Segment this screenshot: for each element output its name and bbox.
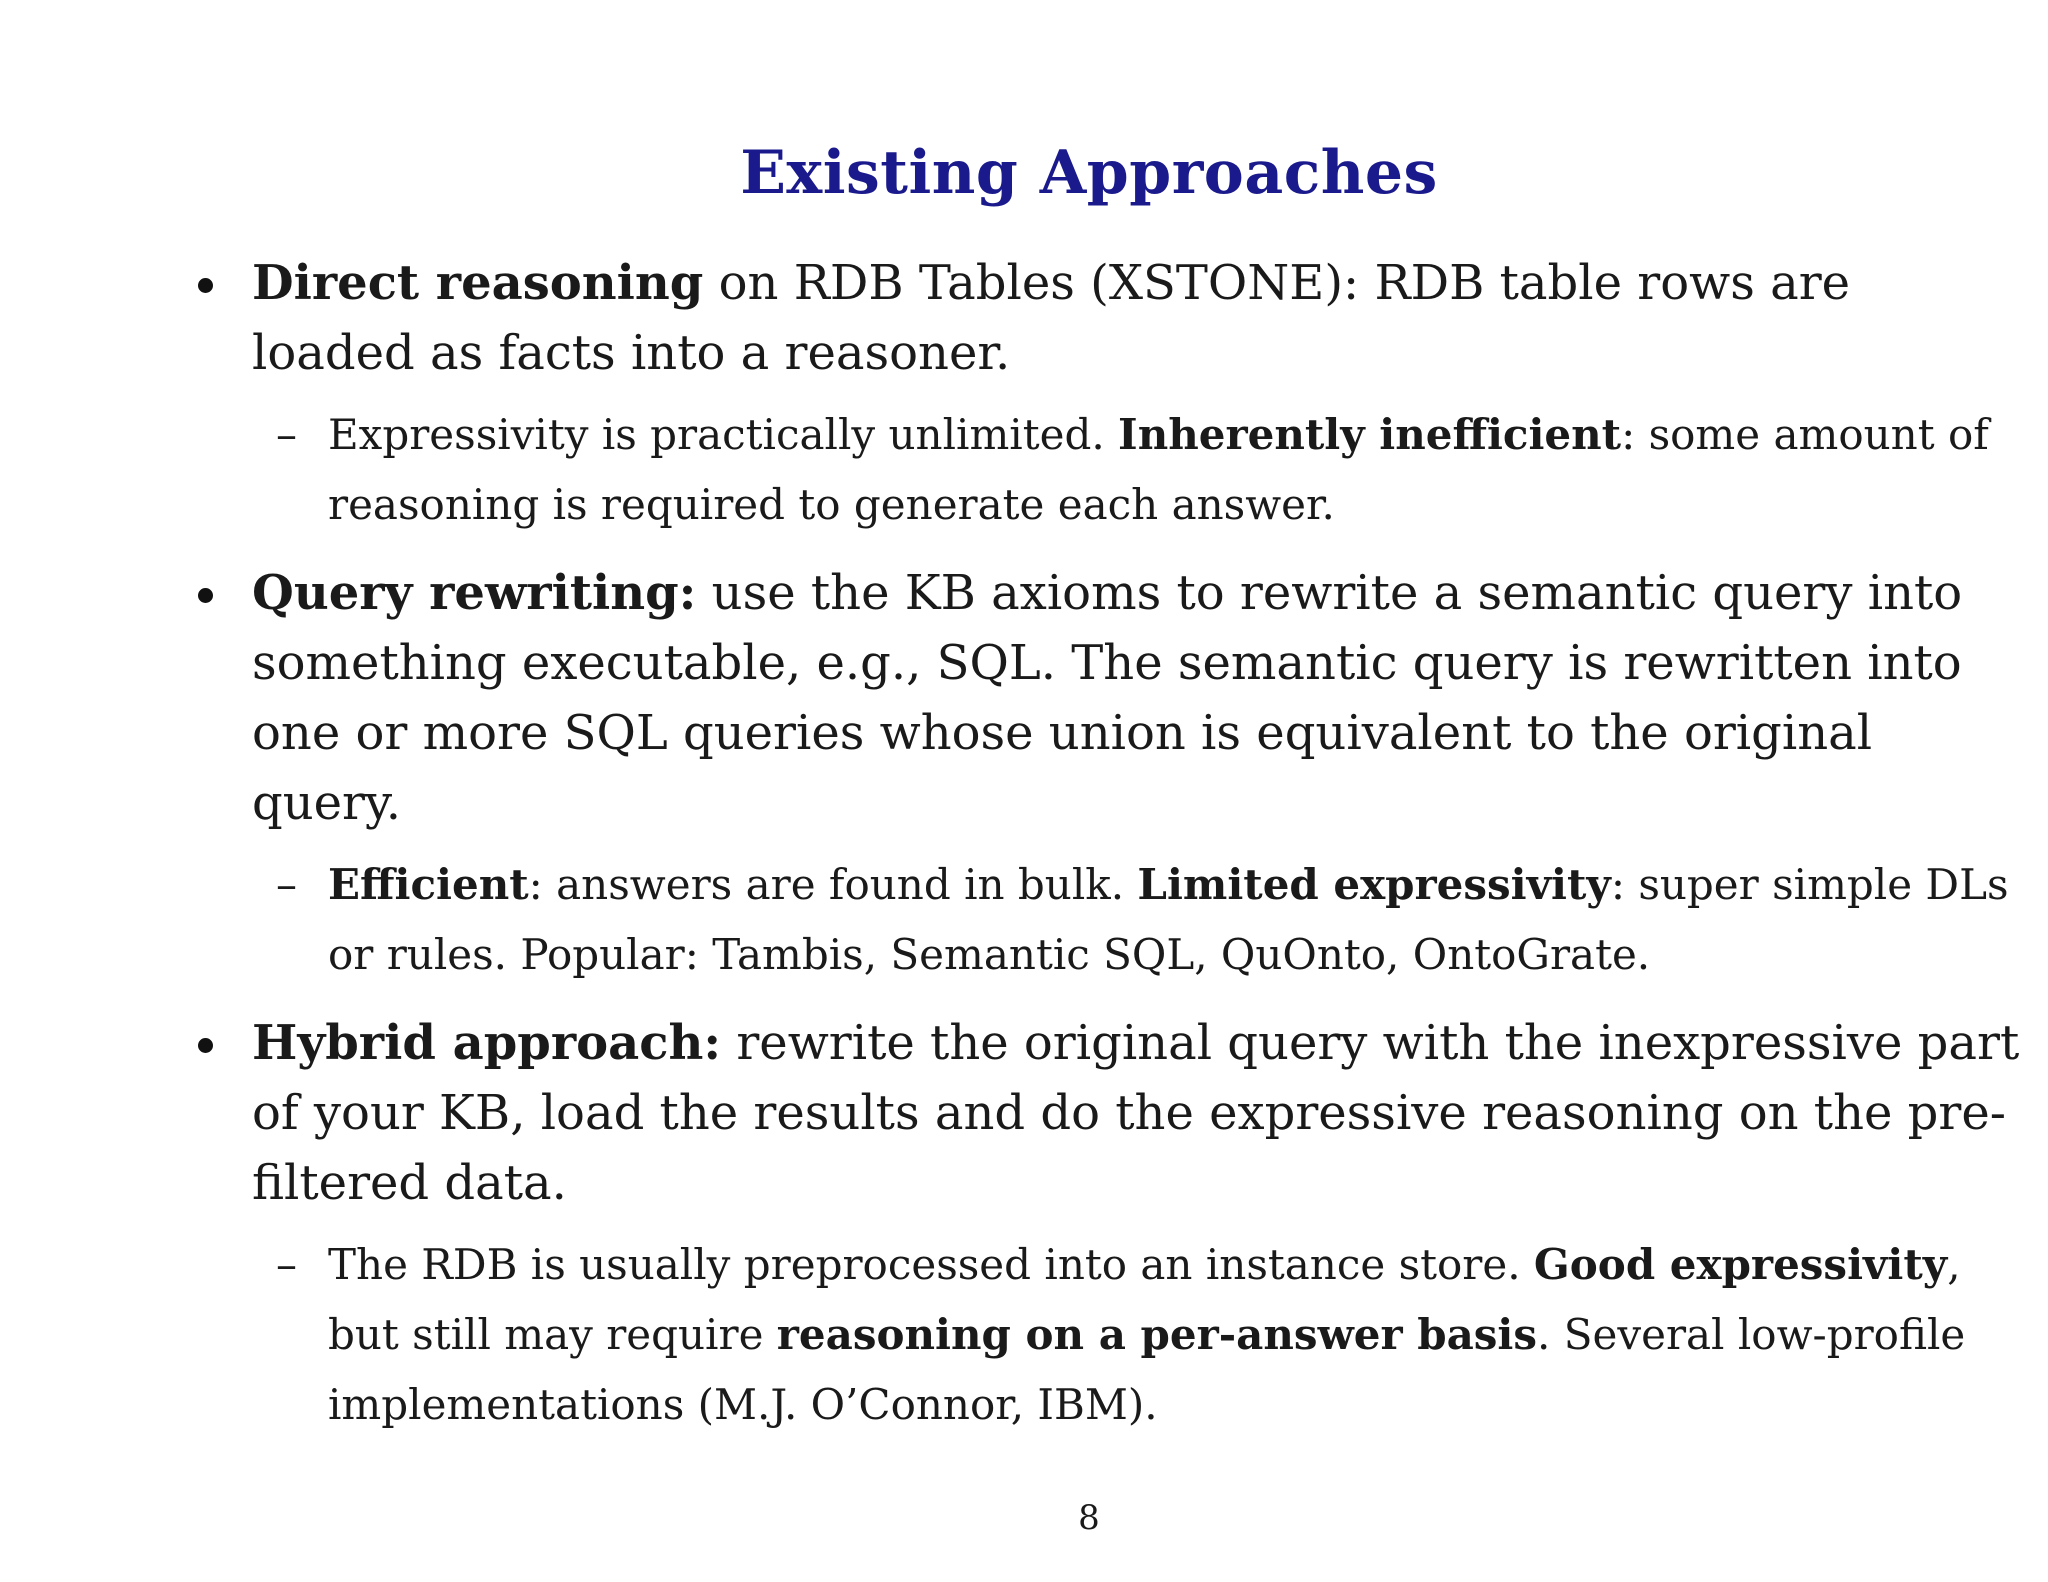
bullet-lead: Query rewriting: (252, 565, 697, 621)
sub-bullet (252, 1230, 2026, 1440)
sub-text: : some amount of reasoning is required to generate each answer. (328, 410, 1989, 529)
bullet-dot-icon (198, 1038, 213, 1053)
sub-text: Expressivity is practically unlimited. (328, 410, 1119, 459)
bullet-dot-icon (198, 588, 213, 603)
bullet-hybrid-approach (196, 1008, 2026, 1440)
sub-text: : answers are found in bulk. (528, 860, 1138, 909)
sub-emphasis: Inherently inefficient (1118, 410, 1622, 459)
slide-title: Existing Approaches (740, 138, 1438, 208)
bullet-direct-reasoning (196, 248, 2026, 540)
sub-bullet (252, 400, 2026, 540)
sub-text: The RDB is usually preprocessed into an instance store. (328, 1240, 1534, 1289)
bullet-lead: Direct reasoning (252, 255, 704, 311)
dash-icon: – (276, 860, 297, 909)
sub-emphasis: Efficient (328, 860, 529, 909)
bullet-dot-icon (198, 278, 213, 293)
sub-bullet (252, 850, 2026, 990)
sub-text: . Several low-profile implementations (M.J. O’Connor, IBM). (328, 1310, 1966, 1429)
sub-text: , but still may require (328, 1240, 1961, 1359)
sub-text: : super simple DLs or rules. Popular: Tambis, Semantic SQL, QuOnto, OntoGrate. (328, 860, 2009, 979)
page-number: 8 (1078, 1498, 1100, 1538)
sub-emphasis: reasoning on a per-answer basis (776, 1310, 1538, 1359)
bullet-query-rewriting (196, 558, 2026, 990)
dash-icon: – (276, 1240, 297, 1289)
bullet-text: on RDB Tables (XSTONE): RDB table rows are loaded as facts into a reasoner. (252, 255, 1851, 381)
bullet-list (196, 248, 2026, 1458)
bullet-text: rewrite the original query with the inexpressive part of your KB, load the results and do the expressive reasoning on the pre-filtered data. (252, 1015, 2020, 1211)
sub-emphasis: Limited expressivity (1137, 860, 1611, 909)
bullet-lead: Hybrid approach: (252, 1015, 722, 1071)
sub-emphasis: Good expressivity (1533, 1240, 1948, 1289)
bullet-text: use the KB axioms to rewrite a semantic query into something executable, e.g., SQL. The semantic query is rewritten into one or more SQL queries whose union is equivalent to the original query. (252, 565, 1963, 831)
dash-icon: – (276, 410, 297, 459)
